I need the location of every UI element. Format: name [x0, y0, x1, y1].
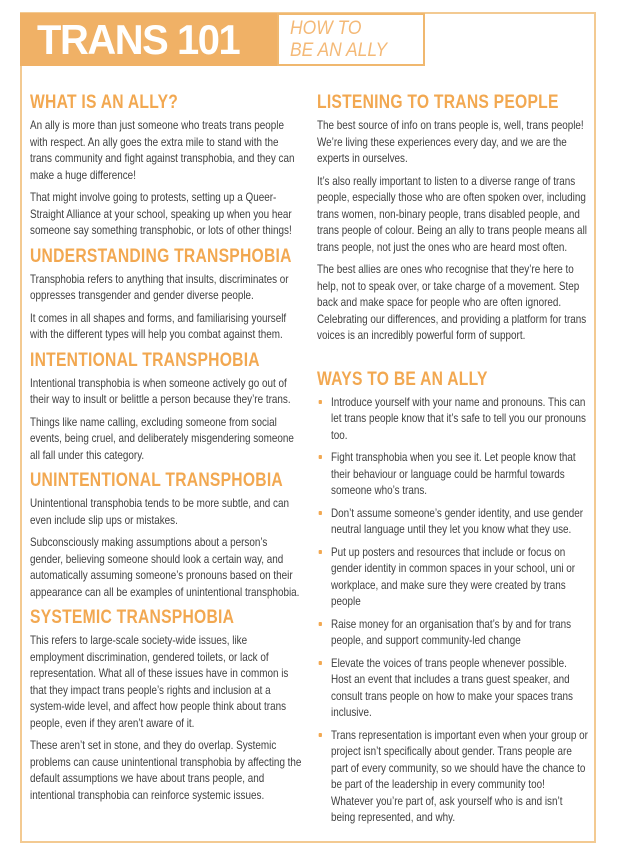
paragraph: Subconsciously making assumptions about a person’s gender, believing someone should look a certain way, and automatically assuming someone’s pronouns based on their appearance can all be examples of unintentional transphobia. — [30, 535, 300, 599]
section-understanding-transphobia — [30, 247, 302, 343]
section-heading: WAYS TO BE AN ALLY — [317, 368, 488, 390]
section-what-is-an-ally — [30, 93, 302, 239]
list-item-text: Elevate the voices of trans people whenever possible. Host an event that includes a trans guest speaker, and consult trans people on how to make your spaces trans inclusive. — [331, 655, 573, 719]
section-unintentional-transphobia — [30, 471, 302, 600]
paragraph: Things like name calling, excluding someone from social events, being cruel, and deliberately misgendering someone all fall under this category. — [30, 414, 294, 462]
paragraph: It comes in all shapes and forms, and familiarising yourself with the different types will help you combat against them. — [30, 310, 287, 341]
subtitle-line-2: BE AN ALLY — [290, 40, 388, 61]
paragraph: An ally is more than just someone who treats trans people with respect. An ally goes the extra mile to stand with the trans community and fight against transphobia, and they can make a huge difference! — [30, 118, 295, 182]
list-item — [317, 616, 589, 649]
list-item — [317, 544, 589, 610]
page-title: TRANS 101 — [37, 15, 240, 63]
masthead — [20, 13, 425, 66]
section-listening-to-trans-people — [317, 93, 589, 344]
section-heading: UNDERSTANDING TRANSPHOBIA — [30, 245, 292, 267]
paragraph: The best source of info on trans people is, well, trans people! We’re living these experiences every day, and we are the experts in ourselves. — [317, 118, 584, 165]
section-heading: INTENTIONAL TRANSPHOBIA — [30, 349, 260, 371]
section-systemic-transphobia — [30, 608, 302, 803]
title-block — [20, 13, 277, 66]
list-item-text: Trans representation is important even when your group or project isn’t specifically about gender. Trans people are part of every community, so we should have the chance to be part of the leadership in every community too! Whatever you’re part of, ask yourself who is and isn’t being represented, and why. — [331, 727, 588, 824]
list-item-text: Introduce yourself with your name and pronouns. This can let trans people know that it’s safe to tell you our pronouns too. — [331, 394, 586, 442]
list-item-text: Put up posters and resources that include or focus on gender identity in common spaces in your school, uni or workplace, and make sure they were created by trans people — [331, 544, 576, 608]
bullet-icon — [319, 550, 322, 554]
section-intentional-transphobia — [30, 351, 302, 464]
subtitle-box — [277, 13, 425, 66]
list-item-text: Don’t assume someone’s gender identity, and use gender neutral language until they let you know what they use. — [331, 505, 584, 536]
paragraph: It’s also really important to listen to a diverse range of trans people, especially those who are often spoken over, including trans women, non-binary people, trans disabled people, and trans people of colour. Being an ally to trans people means all trans people, not just the ones who are heard most often. — [317, 173, 587, 254]
list-item — [317, 727, 589, 826]
section-heading: LISTENING TO TRANS PEOPLE — [317, 92, 559, 113]
list-item — [317, 449, 589, 499]
right-column — [317, 93, 589, 832]
list-item — [317, 505, 589, 538]
paragraph: Transphobia refers to anything that insults, discriminates or oppresses transgender and gender diverse people. — [30, 271, 289, 302]
left-column — [30, 93, 302, 809]
list-item-text: Fight transphobia when you see it. Let people know that their behaviour or language could be harmful towards someone who’s trans. — [331, 450, 576, 497]
paragraph: These aren’t set in stone, and they do overlap. Systemic problems can cause unintentional transphobia by affecting the default assumptions we have about trans people, and intentional transphobia can reinforce systemic issues. — [30, 738, 302, 802]
bullet-icon — [319, 455, 322, 459]
paragraph: That might involve going to protests, setting up a Queer-Straight Alliance at your school, speaking up when you hear someone say something transphobic, or lots of other things! — [30, 190, 292, 237]
paragraph: Intentional transphobia is when someone actively go out of their way to insult or belittle a person because they’re trans. — [30, 375, 291, 406]
list-item — [317, 394, 589, 444]
paragraph: Unintentional transphobia tends to be more subtle, and can even include slip ups or mistakes. — [30, 496, 289, 527]
paragraph: The best allies are ones who recognise that they’re here to help, not to speak over, or take charge of a movement. Step back and make space for people who are often ignored. Celebrating our differences, and providing a platform for trans voices is an incredibly powerful form of support. — [317, 262, 587, 342]
bullet-icon — [319, 622, 322, 626]
section-ways-to-be-an-ally — [317, 370, 589, 826]
bullet-icon — [319, 400, 322, 404]
ways-list — [317, 394, 589, 826]
section-heading: SYSTEMIC TRANSPHOBIA — [30, 607, 235, 628]
bullet-icon — [319, 733, 322, 737]
subtitle-line-1: HOW TO — [290, 18, 362, 39]
list-item — [317, 655, 589, 721]
bullet-icon — [319, 661, 322, 665]
bullet-icon — [319, 511, 322, 515]
list-item-text: Raise money for an organisation that’s by and for trans people, and support community-led change — [331, 616, 572, 647]
paragraph: This refers to large-scale society-wide issues, like employment discrimination, gendered toilets, or lack of representation. What all of these issues have in common is that they impact trans people’s rights and inclusion at a system-wide level, and affect how people think about trans people, even if they aren’t aware of it. — [30, 633, 289, 730]
section-heading: UNINTENTIONAL TRANSPHOBIA — [30, 470, 283, 491]
section-heading: WHAT IS AN ALLY? — [30, 92, 179, 113]
